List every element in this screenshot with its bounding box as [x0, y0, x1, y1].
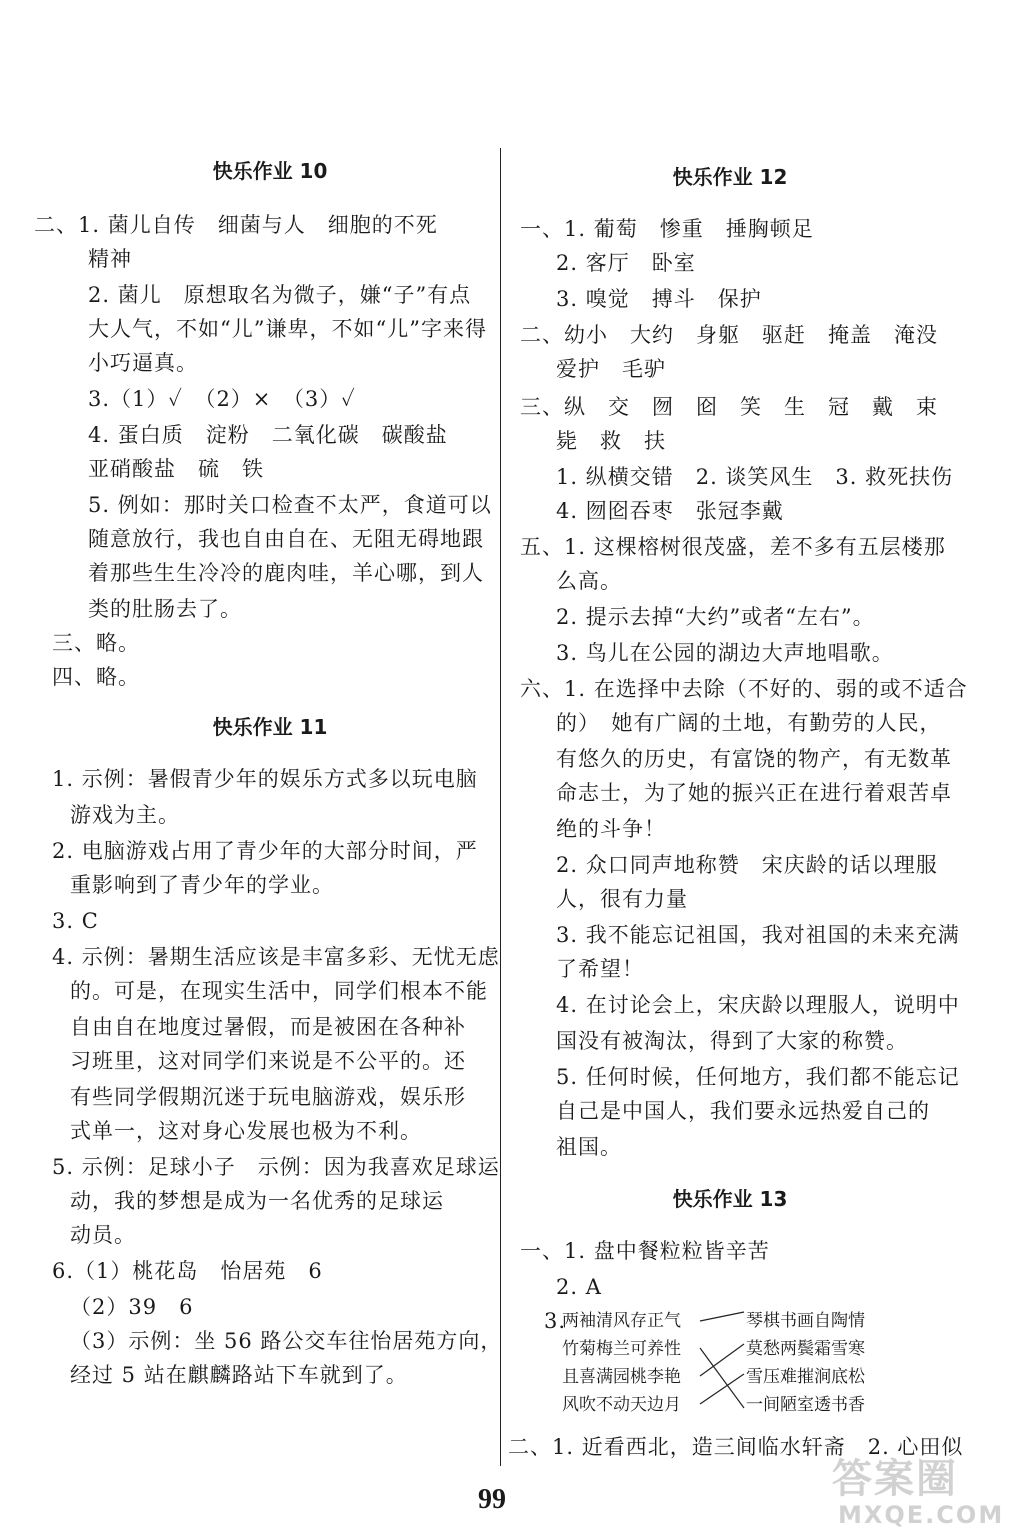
- text-line: 习班里，这对同学们来说是不公平的。还: [70, 1049, 466, 1073]
- text-line: 二、1. 菌儿自传 细菌与人 细胞的不死: [34, 213, 438, 237]
- text-line: 4. 蛋白质 淀粉 二氧化碳 碳酸盐: [88, 423, 448, 447]
- text-line: 自由自在地度过暑假，而是被困在各种补: [70, 1015, 466, 1039]
- text-line: 2. 客厅 卧室: [556, 251, 696, 275]
- text-line: 3. 嗅觉 搏斗 保护: [556, 287, 762, 311]
- text-line: 二、1. 近看西北，造三间临水轩斋 2. 心田似: [508, 1435, 964, 1459]
- text-line: 一、1. 葡萄 惨重 捶胸顿足: [520, 217, 814, 241]
- text-line: 三、纵 交 囫 囵 笑 生 冠 戴 束: [520, 395, 938, 419]
- poem-right-line: 琴棋书画自陶情: [746, 1311, 865, 1331]
- question-3-label: 3.: [544, 1309, 567, 1333]
- text-line: 三、略。: [52, 631, 140, 655]
- text-line: 4. 在讨论会上，宋庆龄以理服人，说明中: [556, 993, 960, 1017]
- poem-left-line: 两袖清风存正气: [562, 1311, 681, 1331]
- text-line: 动员。: [70, 1223, 136, 1247]
- text-line: 类的肚肠去了。: [88, 597, 242, 621]
- text-line: （3）示例：坐 56 路公交车往怡居苑方向，: [70, 1329, 503, 1353]
- page-number: 99: [478, 1484, 506, 1515]
- text-line: 4. 示例：暑期生活应该是丰富多彩、无忧无虑: [52, 945, 500, 969]
- text-line: 么高。: [556, 569, 622, 593]
- section-title-12: 快乐作业 12: [672, 165, 788, 189]
- text-line: 着那些生生冷冷的鹿肉哇，羊心哪，到人: [88, 561, 484, 585]
- section-title-13: 快乐作业 13: [672, 1187, 788, 1211]
- poem-left-line: 且喜满园桃李艳: [562, 1367, 681, 1387]
- text-line: 3. C: [52, 909, 99, 933]
- text-line: 国没有被淘汰，得到了大家的称赞。: [556, 1029, 908, 1053]
- watermark-logo: 答案圈: [832, 1456, 958, 1502]
- text-line: 的。可是，在现实生活中，同学们根本不能: [70, 979, 488, 1003]
- text-line: 1. 示例：暑假青少年的娱乐方式多以玩电脑: [52, 767, 478, 791]
- watermark-url: MXQE.COM: [838, 1501, 1005, 1529]
- text-line: 式单一，这对身心发展也极为不利。: [70, 1119, 422, 1143]
- text-line: 3. 鸟儿在公园的湖边大声地唱歌。: [556, 641, 894, 665]
- text-line: 毙 救 扶: [556, 429, 666, 453]
- text-line: 五、1. 这棵榕树很茂盛，差不多有五层楼那: [520, 535, 946, 559]
- text-line: 6.（1）桃花岛 怡居苑 6: [52, 1259, 323, 1283]
- text-line: 重影响到了青少年的学业。: [70, 873, 334, 897]
- match-line: [700, 1312, 744, 1321]
- text-line: 4. 囫囵吞枣 张冠李戴: [556, 499, 784, 523]
- text-line: 大人气，不如“儿”谦卑，不如“儿”字来得: [88, 317, 487, 341]
- text-line: 了希望！: [556, 957, 644, 981]
- text-line: 2. 菌儿 原想取名为微子，嫌“子”有点: [88, 283, 472, 307]
- text-line: 3.（1）✓ （2）× （3）✓: [88, 387, 356, 411]
- text-line: 一、1. 盘中餐粒粒皆辛苦: [520, 1239, 770, 1263]
- text-line: 2. A: [556, 1275, 602, 1299]
- text-line: 精神: [88, 247, 132, 271]
- text-line: 5. 示例：足球小子 示例：因为我喜欢足球运: [52, 1155, 500, 1179]
- text-line: 2. 提示去掉“大约”或者“左右”。: [556, 605, 875, 629]
- text-line: 绝的斗争！: [556, 817, 666, 841]
- text-line: 二、幼小 大约 身躯 驱赶 掩盖 淹没: [520, 323, 938, 347]
- text-line: 的） 她有广阔的土地，有勤劳的人民，: [556, 711, 942, 735]
- match-line: [700, 1344, 744, 1376]
- poem-left-line: 竹菊梅兰可养性: [562, 1339, 681, 1359]
- text-line: 2. 电脑游戏占用了青少年的大部分时间，严: [52, 839, 478, 863]
- poem-right-line: 雪压难摧涧底松: [746, 1367, 865, 1387]
- text-line: 四、略。: [52, 665, 140, 689]
- text-line: 经过 5 站在麒麟路站下车就到了。: [70, 1363, 408, 1387]
- text-line: 人，很有力量: [556, 887, 688, 911]
- text-line: 祖国。: [556, 1135, 622, 1159]
- text-line: 小巧逼真。: [88, 351, 198, 375]
- text-line: 自己是中国人，我们要永远热爱自己的: [556, 1099, 930, 1123]
- column-divider: [500, 148, 501, 1466]
- poem-left-line: 风吹不动天边月: [562, 1395, 681, 1415]
- text-line: 六、1. 在选择中去除（不好的、弱的或不适合: [520, 677, 968, 701]
- text-line: 亚硝酸盐 硫 铁: [88, 457, 264, 481]
- text-line: 有些同学假期沉迷于玩电脑游戏，娱乐形: [70, 1085, 466, 1109]
- text-line: 随意放行，我也自由自在、无阻无碍地跟: [88, 527, 484, 551]
- text-line: 爱护 毛驴: [556, 357, 666, 381]
- text-line: 5. 任何时候，任何地方，我们都不能忘记: [556, 1065, 960, 1089]
- poem-right-line: 莫愁两鬓霜雪寒: [746, 1339, 865, 1359]
- poem-right-line: 一间陋室透书香: [746, 1395, 865, 1415]
- text-line: 有悠久的历史，有富饶的物产，有无数革: [556, 747, 952, 771]
- text-line: （2）39 6: [70, 1295, 194, 1319]
- text-line: 2. 众口同声地称赞 宋庆龄的话以理服: [556, 853, 938, 877]
- text-line: 命志士，为了她的振兴正在进行着艰苦卓: [556, 781, 952, 805]
- poem-matching: [540, 1308, 900, 1420]
- text-line: 动，我的梦想是成为一名优秀的足球运: [70, 1189, 444, 1213]
- text-line: 5. 例如：那时关口检查不太严，食道可以: [88, 493, 492, 517]
- text-line: 3. 我不能忘记祖国，我对祖国的未来充满: [556, 923, 960, 947]
- matching-lines: [698, 1308, 748, 1420]
- section-title-10: 快乐作业 10: [212, 159, 328, 183]
- watermark: [832, 1456, 1005, 1530]
- text-line: 1. 纵横交错 2. 谈笑风生 3. 救死扶伤: [556, 465, 954, 489]
- section-title-11: 快乐作业 11: [212, 715, 328, 739]
- text-line: 游戏为主。: [70, 803, 180, 827]
